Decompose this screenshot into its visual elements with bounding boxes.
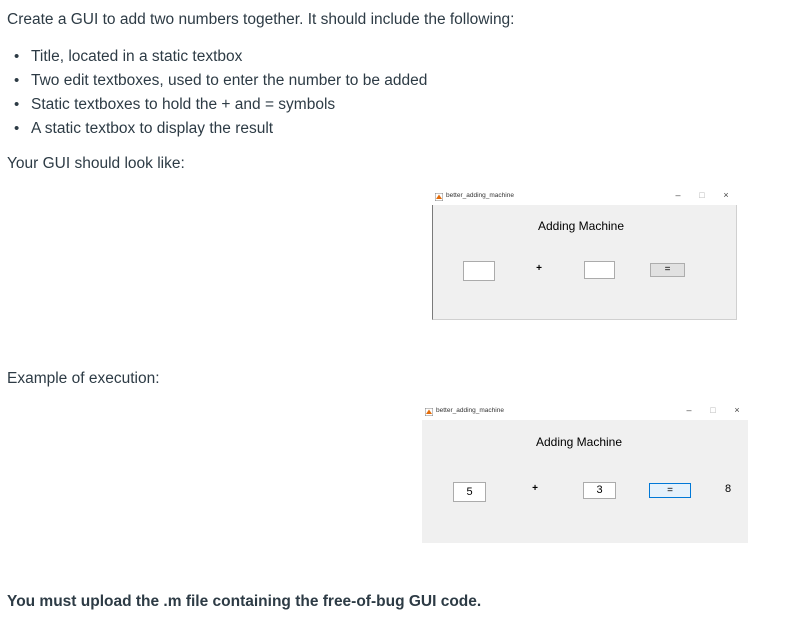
plus-label: +	[536, 263, 542, 274]
equals-label: =	[650, 263, 685, 277]
gui-window-empty	[432, 189, 737, 320]
result-label: 8	[724, 483, 732, 495]
list-item: • Title, located in a static textbox	[7, 47, 427, 71]
maximize-icon[interactable]: □	[710, 405, 716, 415]
plus-label: +	[532, 483, 538, 494]
matlab-icon	[425, 408, 433, 416]
number1-input[interactable]	[463, 261, 495, 281]
gui-panel	[422, 420, 748, 543]
look-like-label: Your GUI should look like:	[7, 155, 185, 172]
close-icon[interactable]: ×	[734, 405, 740, 415]
upload-note: You must upload the .m file containing the free-of-bug GUI code.	[7, 593, 482, 610]
equals-label: =	[649, 483, 691, 498]
window-controls	[684, 405, 742, 415]
minimize-icon[interactable]: –	[675, 190, 681, 200]
number2-input[interactable]	[584, 261, 615, 279]
requirements-list	[7, 47, 427, 143]
example-label: Example of execution:	[7, 370, 160, 387]
window-title: better_adding_machine	[446, 192, 514, 199]
maximize-icon[interactable]: □	[699, 190, 705, 200]
gui-heading: Adding Machine	[537, 219, 625, 233]
list-item: • Static textboxes to hold the + and = symbols	[7, 95, 427, 119]
list-item: • A static textbox to display the result	[7, 119, 427, 143]
gui-panel	[432, 205, 737, 320]
list-item: • Two edit textboxes, used to enter the number to be added	[7, 71, 427, 95]
gui-heading: Adding Machine	[535, 435, 623, 449]
intro-text: Create a GUI to add two numbers together. It should include the following:	[7, 11, 515, 28]
close-icon[interactable]: ×	[723, 190, 729, 200]
minimize-icon[interactable]: –	[686, 405, 692, 415]
window-titlebar	[422, 404, 748, 420]
matlab-icon	[435, 193, 443, 201]
window-controls	[673, 190, 731, 200]
window-titlebar	[432, 189, 737, 205]
gui-window-example	[422, 404, 748, 543]
number2-input[interactable]: 3	[583, 482, 616, 499]
number1-input[interactable]: 5	[453, 482, 486, 502]
window-title: better_adding_machine	[436, 407, 504, 414]
